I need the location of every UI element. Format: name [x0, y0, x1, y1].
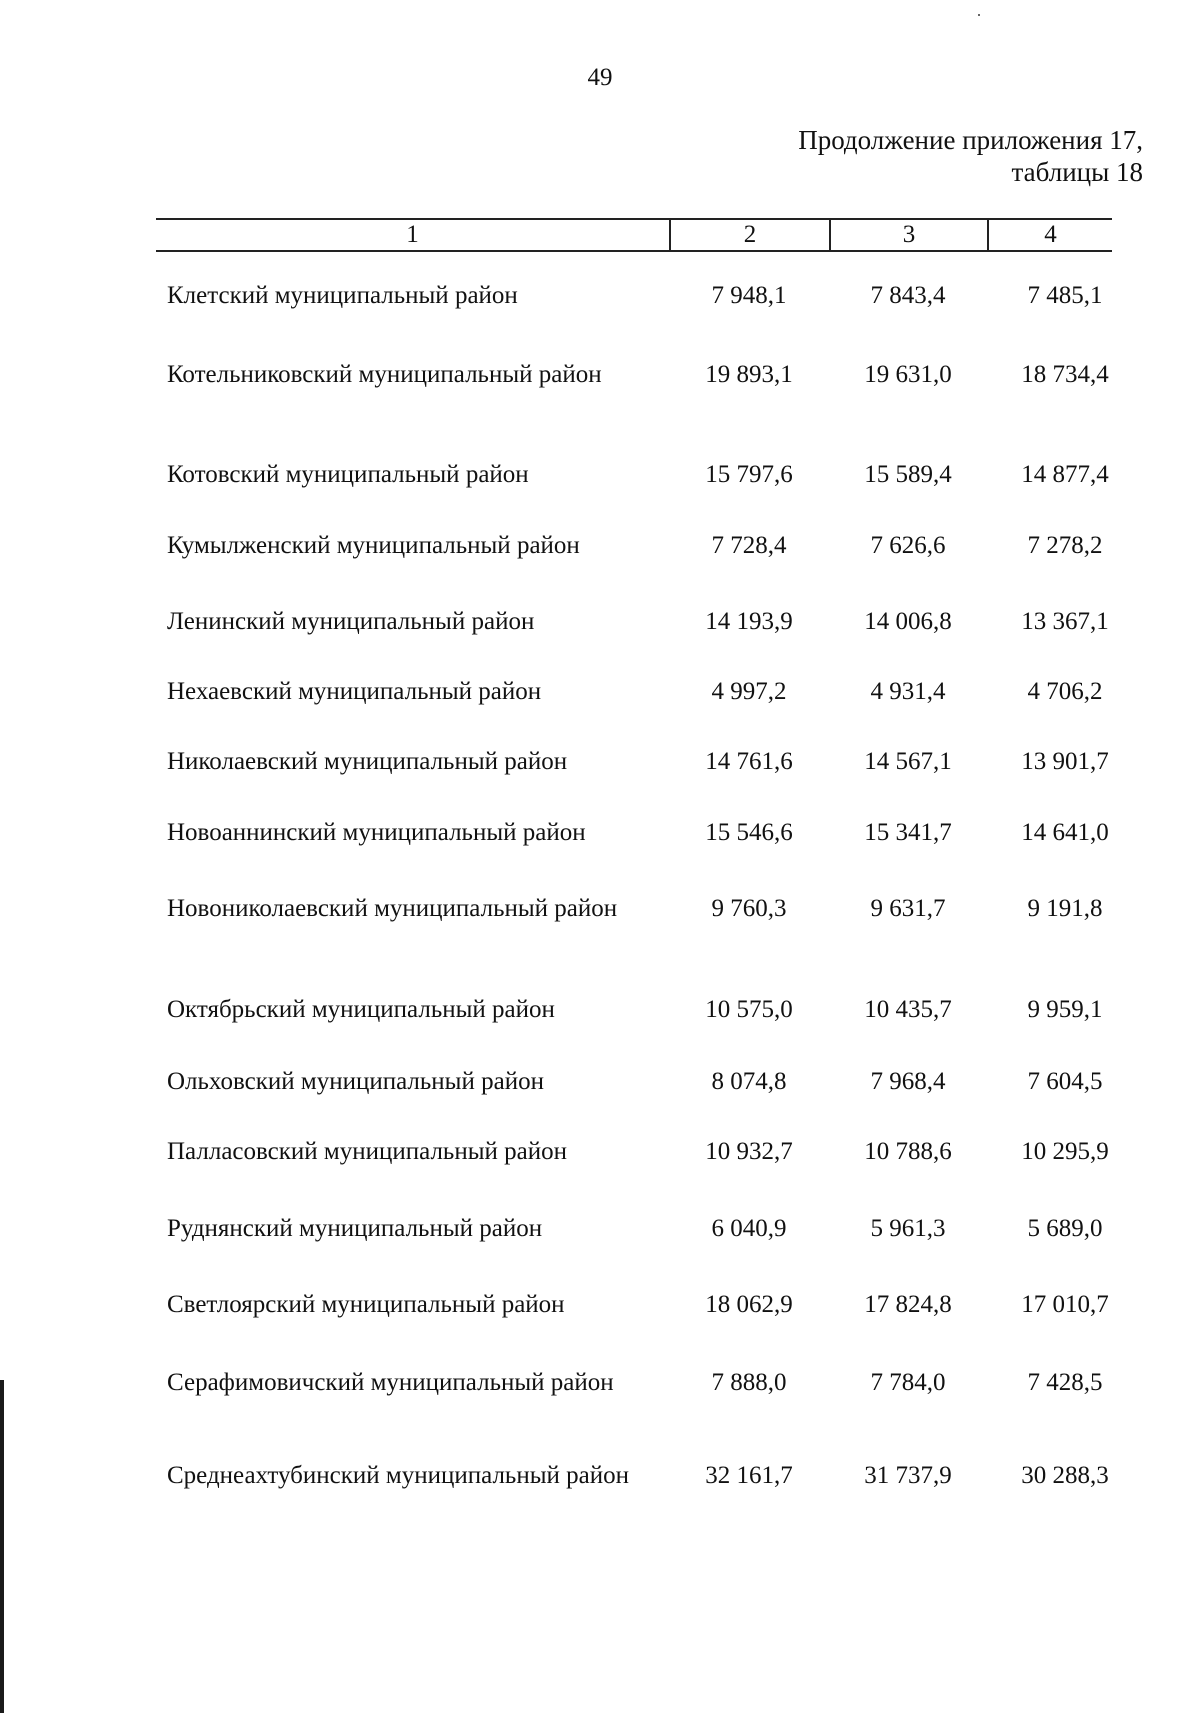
district-name: Нехаевский муниципальный район [167, 678, 542, 705]
district-name: Октябрьский муниципальный район [167, 996, 555, 1023]
header-col-4: 4 [987, 220, 1112, 250]
continuation-note [798, 124, 1143, 188]
value-col-2: 7 728,4 [711, 532, 787, 559]
scan-edge [0, 1380, 4, 1713]
value-col-3: 5 961,3 [870, 1215, 946, 1242]
value-col-3: 10 435,7 [864, 996, 952, 1023]
value-col-4: 7 428,5 [1027, 1369, 1103, 1396]
district-name: Руднянский муниципальный район [167, 1215, 543, 1242]
value-col-2: 15 797,6 [705, 461, 793, 488]
value-col-3: 15 341,7 [864, 819, 952, 846]
district-name: Среднеахтубинский муниципальный район [167, 1462, 629, 1489]
value-col-4: 9 959,1 [1027, 996, 1103, 1023]
value-col-4: 13 901,7 [1021, 748, 1109, 775]
header-col-2: 2 [669, 220, 829, 250]
scan-speck [978, 14, 980, 16]
value-col-3: 7 626,6 [870, 532, 946, 559]
value-col-2: 7 888,0 [711, 1369, 787, 1396]
district-name: Котельниковский муниципальный район [167, 361, 602, 388]
value-col-3: 4 931,4 [870, 678, 946, 705]
header-col-1: 1 [406, 221, 419, 248]
value-col-3: 17 824,8 [864, 1291, 952, 1318]
district-name: Котовский муниципальный район [167, 461, 529, 488]
value-col-4: 14 877,4 [1021, 461, 1109, 488]
value-col-4: 7 604,5 [1027, 1068, 1103, 1095]
header-col-3: 3 [829, 220, 987, 250]
value-col-4: 17 010,7 [1021, 1291, 1109, 1318]
value-col-4: 18 734,4 [1021, 361, 1109, 388]
continuation-line-2: таблицы 18 [1011, 157, 1143, 187]
value-col-4: 9 191,8 [1027, 895, 1103, 922]
value-col-2: 9 760,3 [711, 895, 787, 922]
value-col-3: 10 788,6 [864, 1138, 952, 1165]
value-col-2: 10 932,7 [705, 1138, 793, 1165]
value-col-2: 7 948,1 [711, 282, 787, 309]
district-name: Палласовский муниципальный район [167, 1138, 567, 1165]
value-col-3: 14 006,8 [864, 608, 952, 635]
value-col-4: 7 485,1 [1027, 282, 1103, 309]
value-col-2: 19 893,1 [705, 361, 793, 388]
value-col-2: 6 040,9 [711, 1215, 787, 1242]
value-col-2: 8 074,8 [711, 1068, 787, 1095]
value-col-2: 32 161,7 [705, 1462, 793, 1489]
value-col-2: 14 761,6 [705, 748, 793, 775]
value-col-3: 7 968,4 [870, 1068, 946, 1095]
value-col-3: 31 737,9 [864, 1462, 952, 1489]
value-col-3: 14 567,1 [864, 748, 952, 775]
district-name: Новоаннинский муниципальный район [167, 819, 586, 846]
district-name: Светлоярский муниципальный район [167, 1291, 565, 1318]
district-name: Серафимовичский муниципальный район [167, 1369, 614, 1396]
value-col-4: 14 641,0 [1021, 819, 1109, 846]
value-col-3: 15 589,4 [864, 461, 952, 488]
district-name: Ольховский муниципальный район [167, 1068, 544, 1095]
page-number: 49 [587, 64, 613, 91]
value-col-2: 18 062,9 [705, 1291, 793, 1318]
value-col-4: 5 689,0 [1027, 1215, 1103, 1242]
value-col-4: 4 706,2 [1027, 678, 1103, 705]
district-name: Новониколаевский муниципальный район [167, 895, 618, 922]
district-name: Николаевский муниципальный район [167, 748, 568, 775]
value-col-3: 19 631,0 [864, 361, 952, 388]
district-name: Клетский муниципальный район [167, 282, 518, 309]
value-col-4: 7 278,2 [1027, 532, 1103, 559]
value-col-2: 4 997,2 [711, 678, 787, 705]
value-col-2: 10 575,0 [705, 996, 793, 1023]
value-col-2: 14 193,9 [705, 608, 793, 635]
value-col-3: 7 843,4 [870, 282, 946, 309]
table-header [156, 218, 1112, 252]
value-col-4: 10 295,9 [1021, 1138, 1109, 1165]
district-name: Кумылженский муниципальный район [167, 532, 580, 559]
value-col-2: 15 546,6 [705, 819, 793, 846]
value-col-4: 13 367,1 [1021, 608, 1109, 635]
value-col-4: 30 288,3 [1021, 1462, 1109, 1489]
continuation-line-1: Продолжение приложения 17, [798, 125, 1143, 155]
district-name: Ленинский муниципальный район [167, 608, 535, 635]
value-col-3: 9 631,7 [870, 895, 946, 922]
value-col-3: 7 784,0 [870, 1369, 946, 1396]
